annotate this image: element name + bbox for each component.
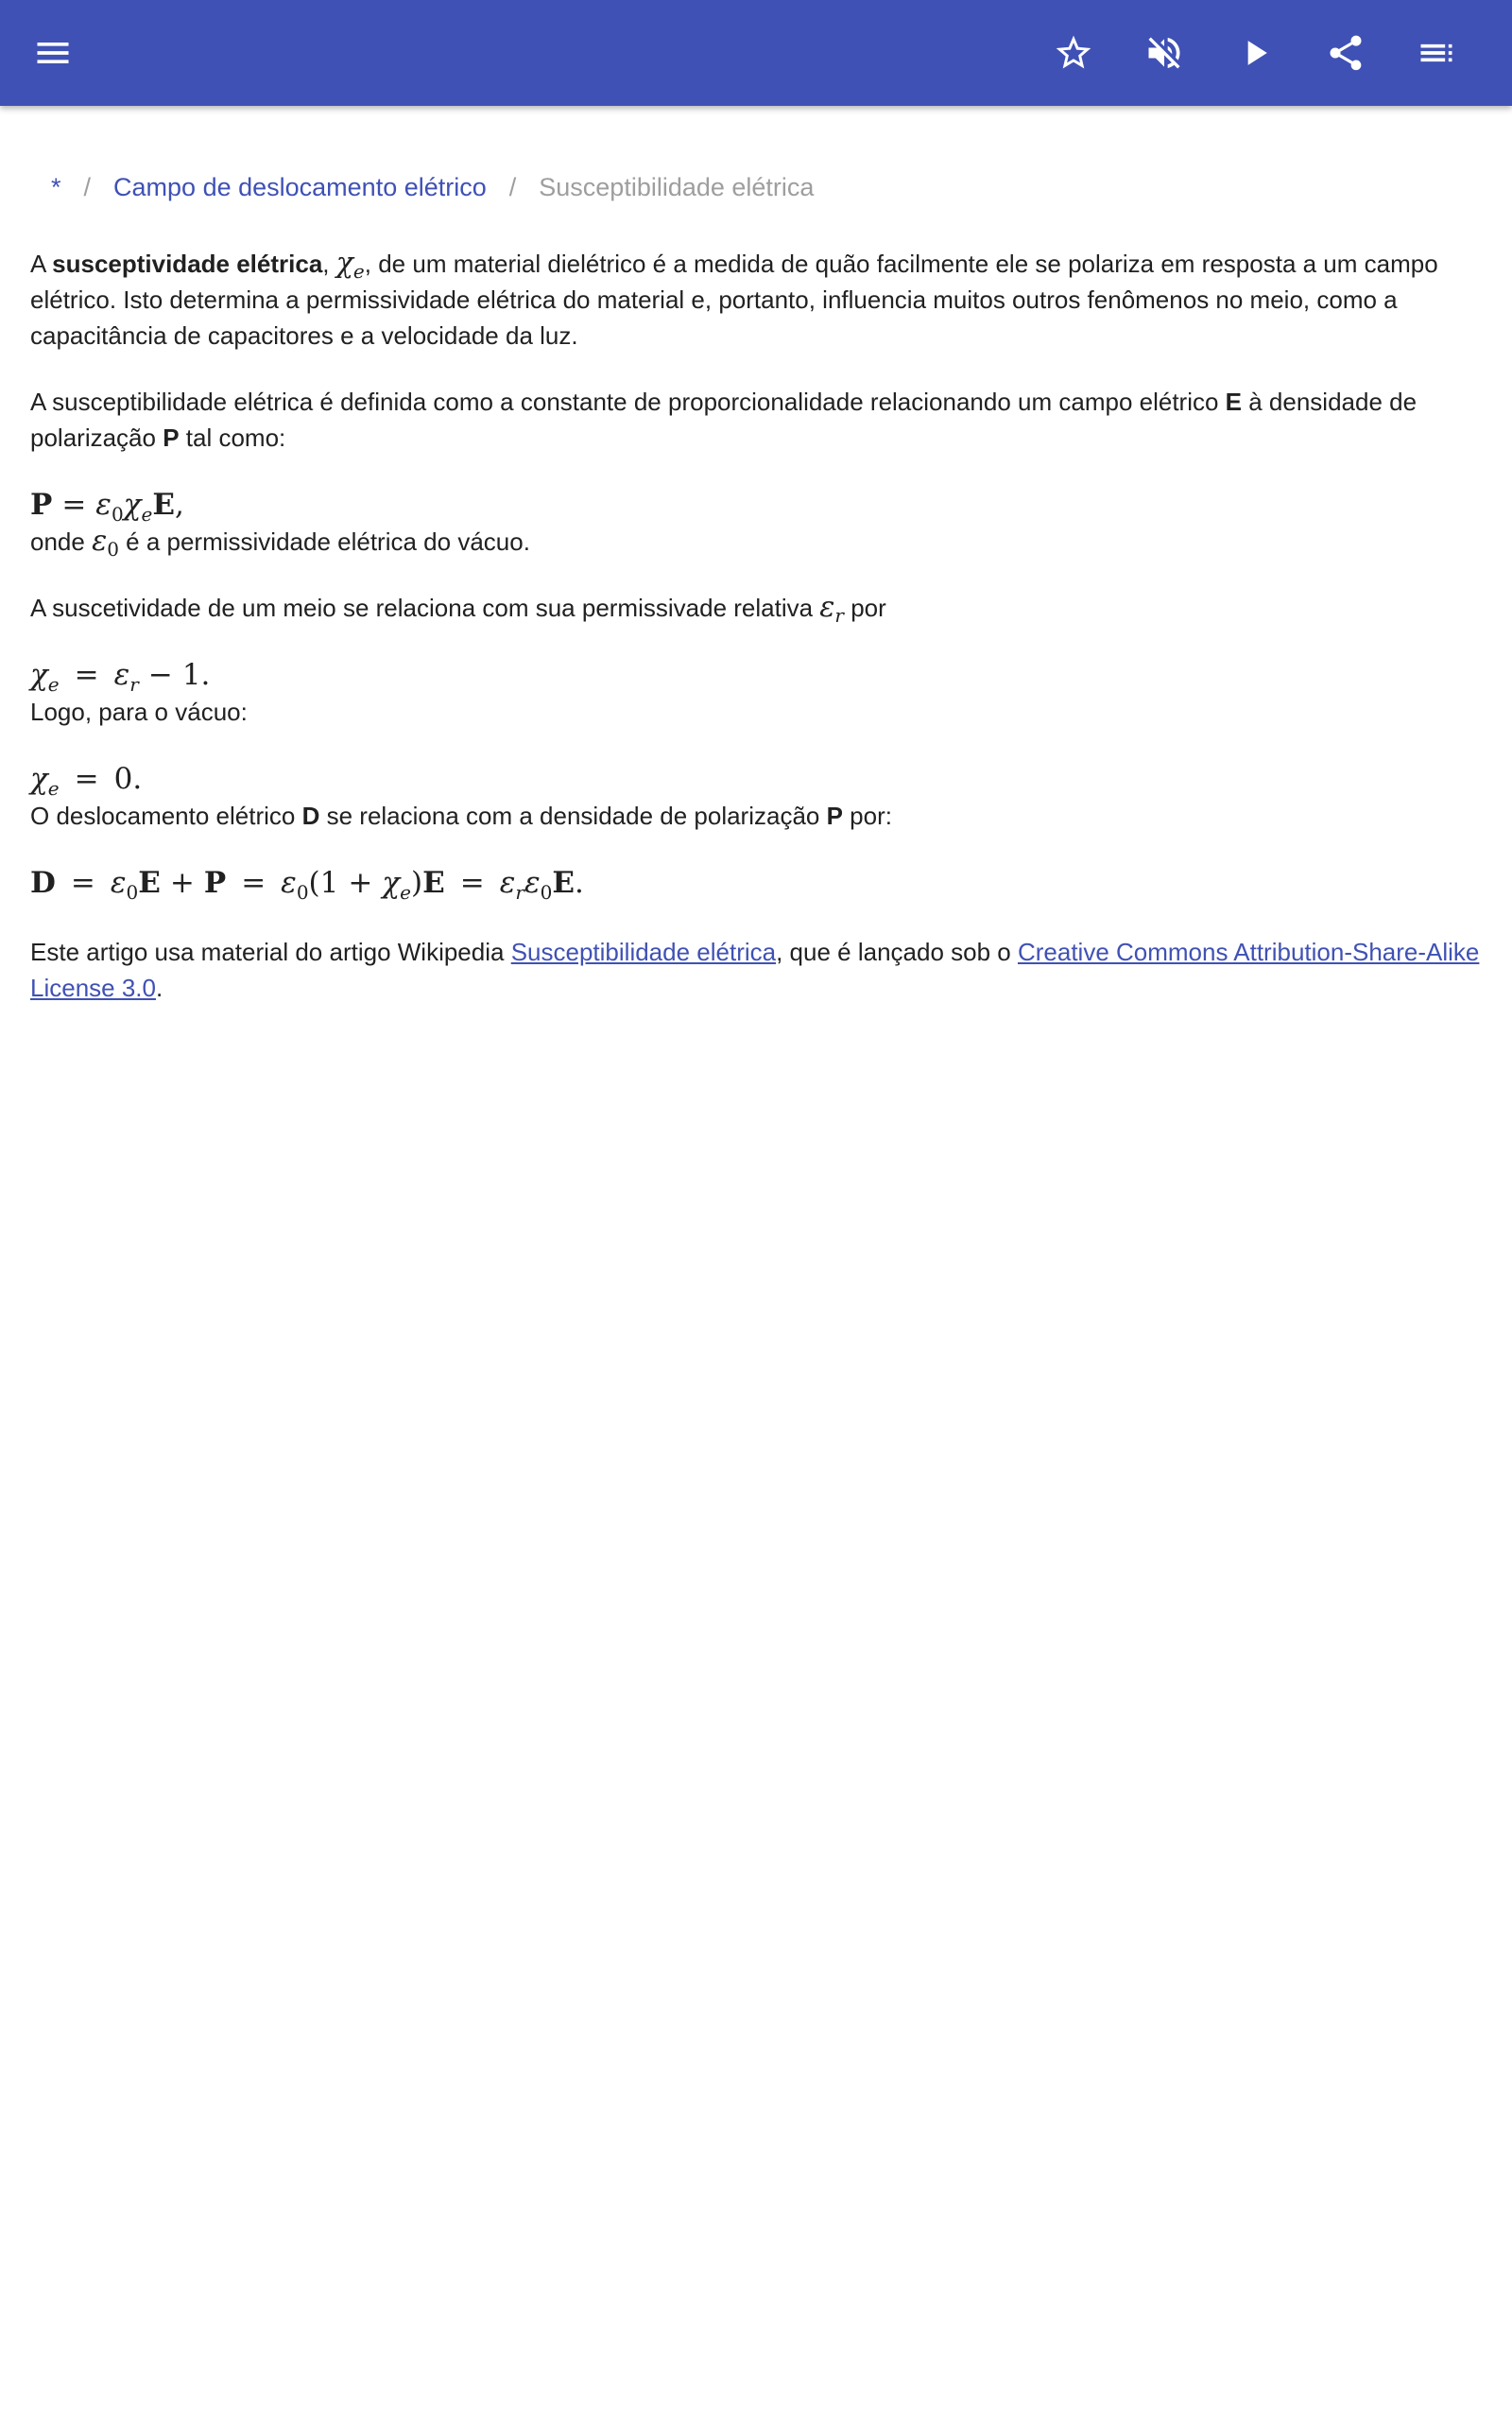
text: se relaciona com a densidade de polarização (319, 802, 827, 830)
attribution-paragraph (30, 934, 1482, 1006)
breadcrumb-home-link[interactable]: * (51, 173, 61, 201)
equation-displacement: $D = \varepsilon_0E + P = \varepsilon_0(1 + \chi_e)E = \varepsilon_r\varepsilon_0E$. (30, 866, 584, 904)
breadcrumb-current: Susceptibilidade elétrica (539, 173, 815, 201)
displacement-paragraph (30, 798, 1482, 834)
text: à densidade de polarização (30, 388, 1418, 452)
share-icon (1325, 32, 1366, 74)
symbol-P: P (826, 802, 843, 830)
text: Este artigo usa material do artigo Wikipedia (30, 938, 511, 966)
favorite-button[interactable] (1043, 23, 1104, 83)
symbol-E: E (1225, 388, 1243, 416)
equation-chi-vacuum: $\chi_e = 0$. (30, 762, 143, 800)
breadcrumb-separator: / (83, 173, 92, 201)
mute-button[interactable] (1134, 23, 1194, 83)
breadcrumb-parent-link[interactable]: Campo de deslocamento elétrico (113, 173, 487, 201)
term-bold: susceptividade elétrica (52, 250, 323, 278)
license-link[interactable]: Creative Commons Attribution-Share-Alike License 3.0 (30, 938, 1480, 1002)
text: A suscetividade de um meio se relaciona com sua permissivade relativa (30, 594, 820, 622)
text: por (843, 594, 886, 622)
math-epsilon-r: $\varepsilon_r$ (819, 591, 844, 627)
volume-off-icon (1143, 32, 1185, 74)
text: O deslocamento elétrico (30, 802, 302, 830)
symbol-P: P (163, 424, 180, 452)
table-of-contents-button[interactable] (1406, 23, 1467, 83)
breadcrumb-separator: / (508, 173, 517, 201)
table-of-contents-icon (1416, 32, 1457, 74)
text: é a permissividade elétrica do vácuo. (118, 527, 530, 556)
vacuum-paragraph: Logo, para o vácuo: (30, 698, 248, 726)
play-button[interactable] (1225, 23, 1285, 83)
text: , de um material dielétrico é a medida de quão facilmente ele se polariza em resposta a um campo elétrico. Isto determina a permissividade elétrica do material e, portanto, influencia muitos outros fenômenos no meio, como a capacitância de capacitores e a velocidade da luz. (30, 250, 1438, 350)
intro-paragraph (30, 246, 1482, 354)
math-chi-e: $\chi_e$ (335, 247, 365, 283)
wikipedia-article-link[interactable]: Susceptibilidade elétrica (510, 938, 777, 966)
text: , (322, 250, 336, 278)
star-outline-icon (1053, 32, 1094, 74)
text: . (155, 974, 163, 1002)
article-content (30, 106, 1482, 1036)
relative-permittivity-paragraph (30, 590, 1482, 626)
breadcrumb (30, 168, 1482, 206)
text: onde (30, 527, 93, 556)
text: A (30, 250, 53, 278)
definition-paragraph (30, 384, 1482, 456)
menu-icon (32, 32, 74, 74)
symbol-D: D (301, 802, 320, 830)
play-icon (1234, 32, 1276, 74)
equation-polarization: $P = \varepsilon_0\chi_eE$, (30, 488, 184, 526)
text: , que é lançado sob o (776, 938, 1018, 966)
app-bar (0, 0, 1512, 106)
menu-button[interactable] (23, 23, 83, 83)
text: A susceptibilidade elétrica é definida como a constante de proporcionalidade relacionando um campo elétrico (30, 388, 1226, 416)
text: por: (842, 802, 892, 830)
equation-chi-relation: $\chi_e = \varepsilon_r - 1$. (30, 658, 211, 696)
vacuum-permittivity-note (30, 524, 1482, 560)
math-epsilon-0: $\varepsilon_0$ (92, 525, 119, 561)
text: tal como: (179, 424, 286, 452)
share-button[interactable] (1315, 23, 1376, 83)
